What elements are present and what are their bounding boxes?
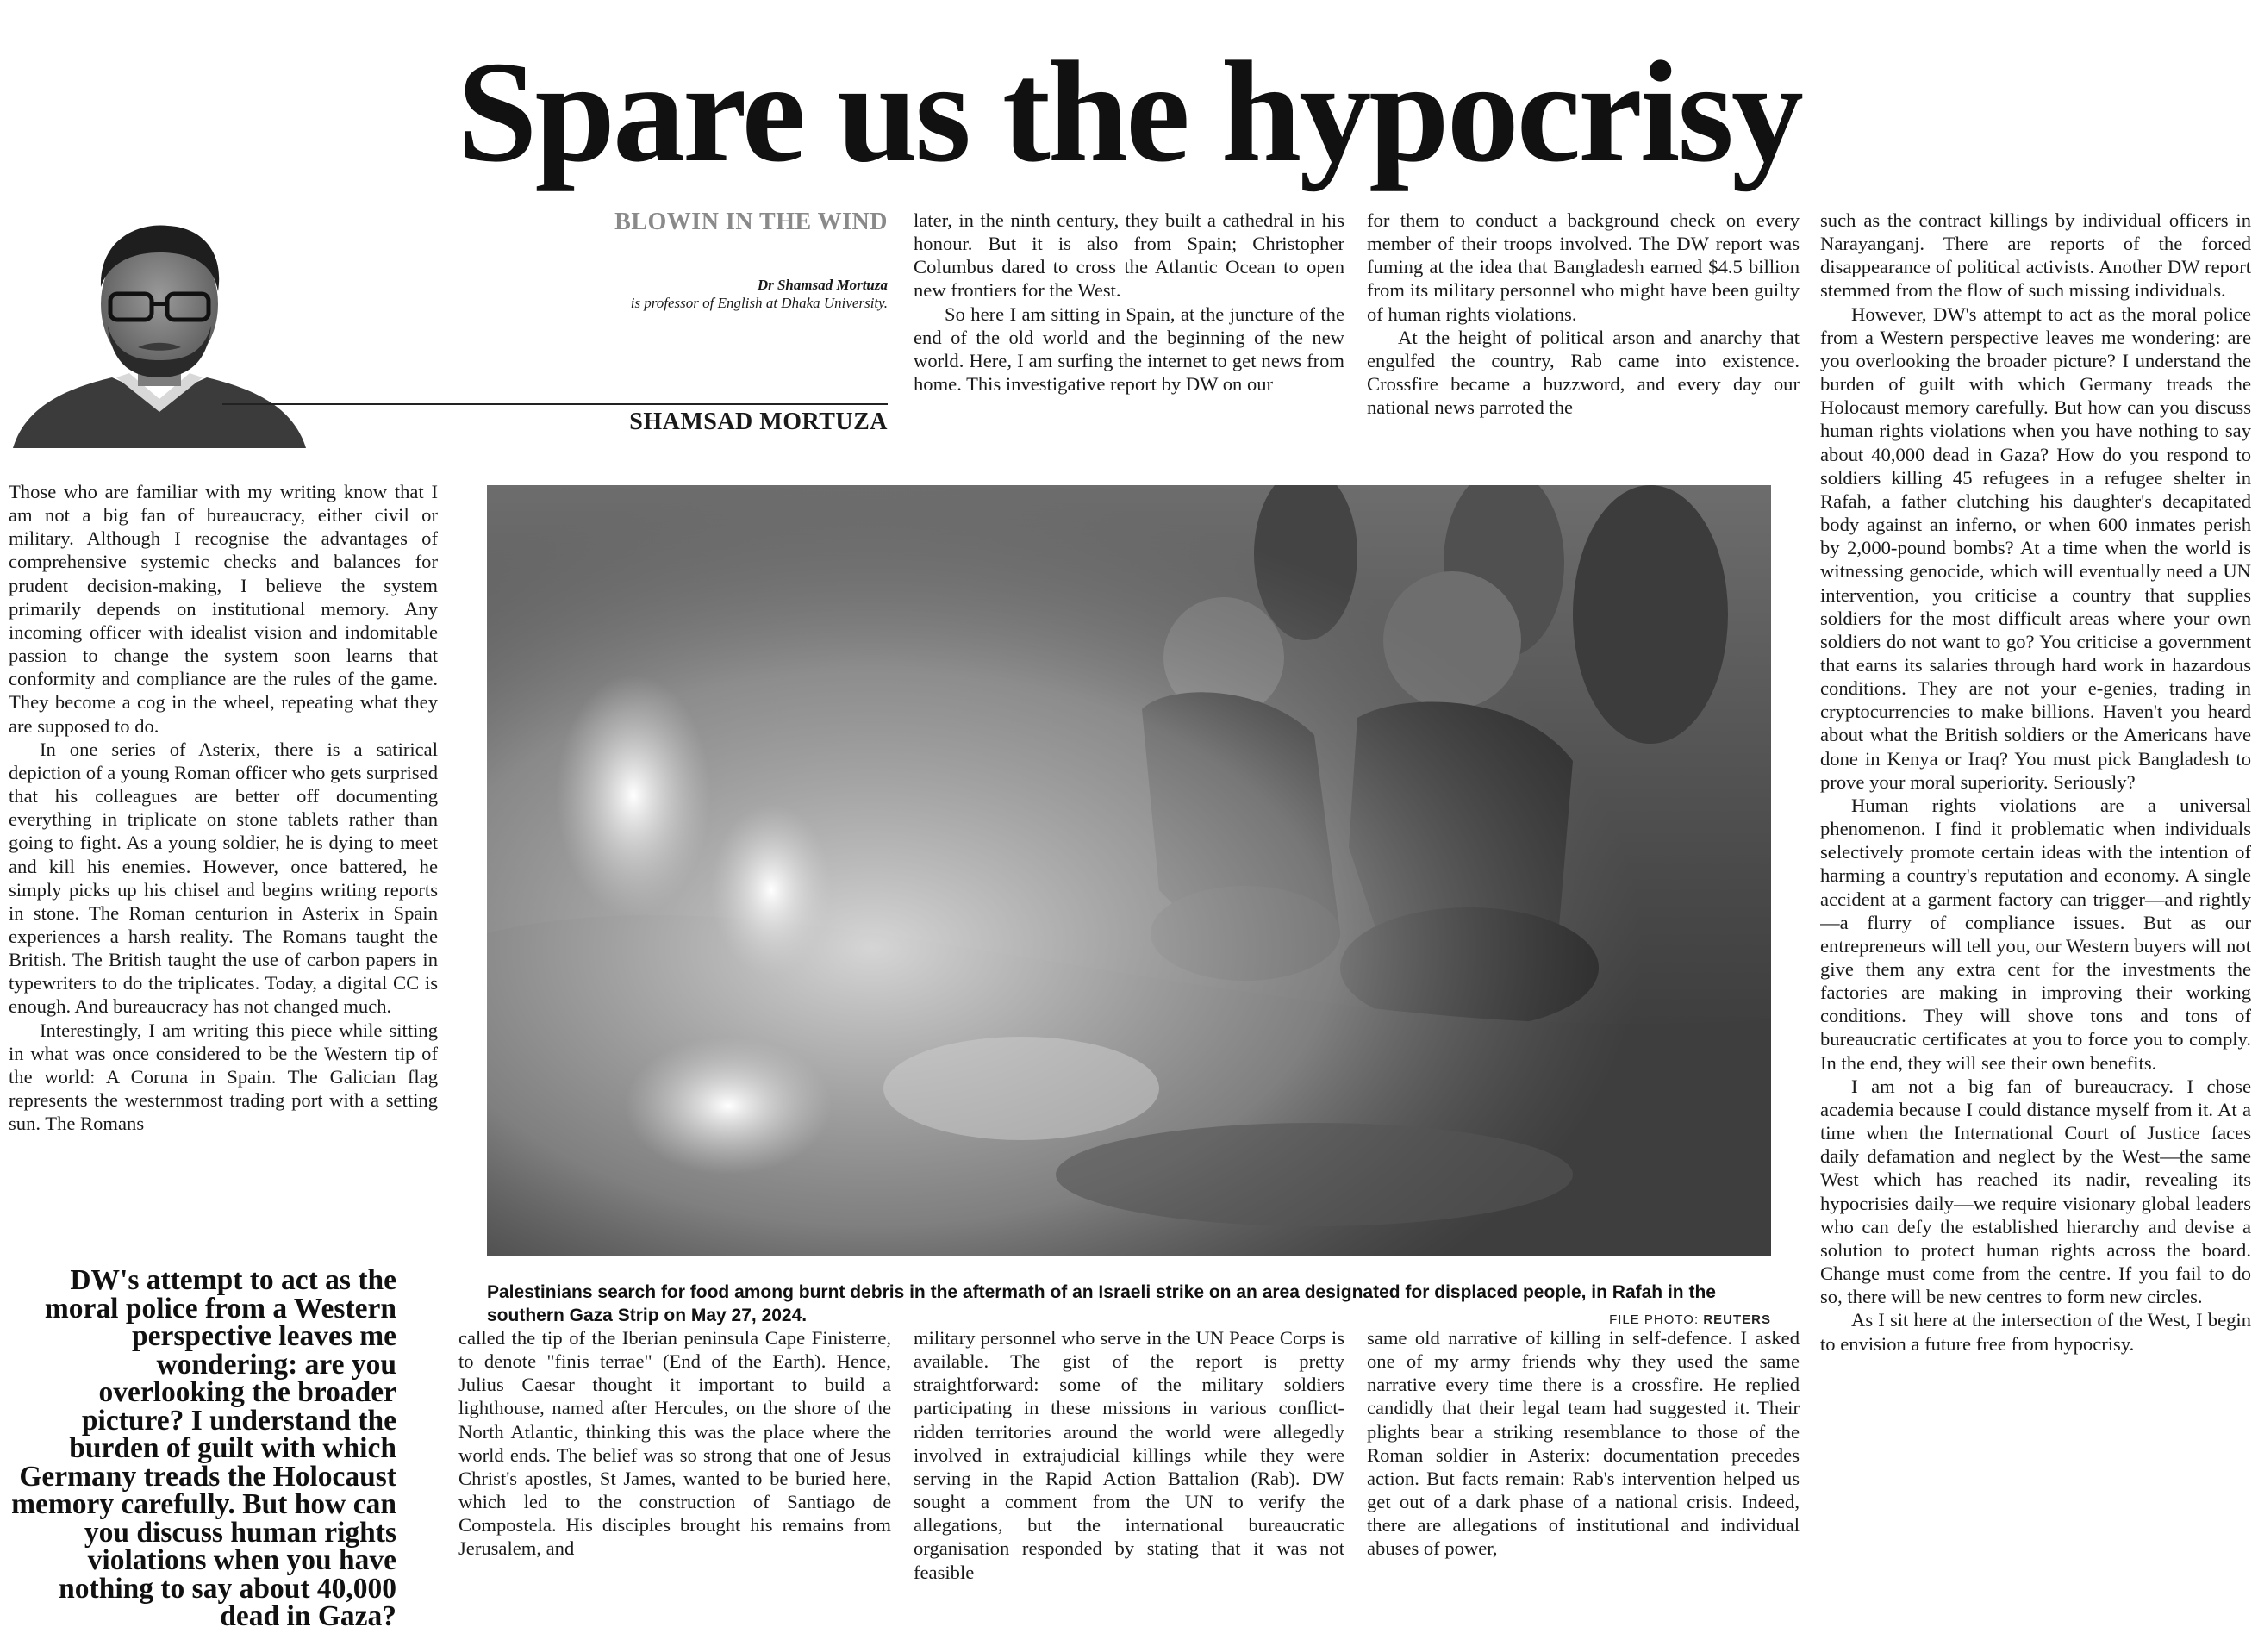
headline: Spare us the hypocrisy (457, 32, 1801, 192)
paragraph: So here I am sitting in Spain, at the juncture of the end of the old world and the beginning of the new world. Here, I am surfing the internet to get news from home. This investigative report by DW on our (914, 302, 1344, 396)
article-column-4-bottom (1367, 1326, 1800, 1652)
gaza-debris-photo-icon (487, 485, 1771, 1256)
paragraph: I am not a big fan of bureaucracy. I chose academia because I could distance myself from it. At a time when the International Court of Justice faces daily defamation and neglect by the West—the same West which has reached its nadir, revealing its hypocrisies daily—we require visionary global leaders who can defy the established hierarchy and devise a solution to protect human rights across the board. Change must come from the centre. If you fail to do so, there will be new centres to form new circles. (1820, 1075, 2251, 1308)
author-portrait-icon (9, 205, 371, 448)
author-photo (9, 205, 371, 448)
paragraph: same old narrative of killing in self-defence. I asked one of my army friends why they used the same narrative every time there is a crossfire. He replied candidly that their legal team had suggested it. Their plights bear a striking resemblance to those of the Roman soldier in Asterix: documentation precedes action. But facts remain: Rab's intervention helped us get out of a dark phase of a national crisis. Indeed, there are allegations of institutional and individual abuses of power, (1367, 1327, 1800, 1560)
photo-caption: Palestinians search for food among burnt debris in the aftermath of an Israeli strike on an area designated for displaced people, in Rafah in the southern Gaza Strip on May 27, 2024. (487, 1282, 1716, 1325)
article-column-3-top (1367, 209, 1800, 457)
news-photo (487, 485, 1771, 1256)
paragraph: However, DW's attempt to act as the moral police from a Western perspective leaves me wondering: are you overlooking the broader picture? I understand the burden of guilt with which Germany treads the Holocaust memory carefully. But how can you discuss human rights violations when you have nothing to say about 40,000 dead in Gaza? How do you respond to soldiers killing 45 refugees in a refugee shelter in Rafah, a father clutching his daughter's decapitated body against an inferno, or when 600 inmates perish by 2,000-pound bombs? At a time when the world is witnessing genocide, which will eventually need a UN intervention, you criticise a country that supplies soldiers for the most difficult areas where your own soldiers do not want to go? You criticise a government that earns its salaries through hard work in hazardous conditions. They are not your e-genies, trading in cryptocurrencies to make billions. Haven't you heard about what the British soldiers or the Americans have done in Kenya or Iraq? You must pick Bangladesh to prove your moral superiority. Seriously? (1820, 302, 2251, 793)
credit-source: REUTERS (1703, 1312, 1771, 1327)
article-column-3-bottom (914, 1326, 1344, 1652)
author-rule (222, 403, 888, 405)
paragraph: called the tip of the Iberian peninsula Cape Finisterre, to denote "finis terrae" (End of the Earth). Hence, Julius Caesar thought it important to build a lighthouse, named after Hercules, on the shore of the North Atlantic, thinking this was the place where the world ends. The belief was so strong that one of Jesus Christ's apostles, St James, wanted to be buried here, which led to the construction of Santiago de Compostela. His disciples brought his remains from Jerusalem, and (458, 1327, 891, 1560)
column-name: BLOWIN IN THE WIND (614, 209, 888, 235)
paragraph: In one series of Asterix, there is a satirical depiction of a young Roman officer who gets surprised that his colleagues are better off documenting everything in triplicate on stone tablets rather than going to fight. As a young soldier, he is dying to meet and kill his enemies. However, once battered, he simply picks up his chisel and begins writing reports in stone. The Roman centurion in Asterix in Spain experiences a harsh reality. The Romans taught the British. The British taught the use of carbon papers in typewriters to do the triplicates. Today, a digital CC is enough. And bureaucracy has not changed much. (9, 738, 438, 1018)
paragraph: such as the contract killings by individual officers in Narayanganj. There are reports of the forced disappearance of political activists. Another DW report stemmed from the flow of such missing individuals. (1820, 209, 2251, 302)
paragraph: for them to conduct a background check on every member of their troops involved. The DW report was fuming at the idea that Bangladesh earned $4.5 billion from its military personnel who might have been guilty of human rights violations. (1367, 209, 1800, 325)
article-column-2-top (914, 209, 1344, 457)
paragraph: Interestingly, I am writing this piece while sitting in what was once considered to be the Western tip of the world: A Coruna in Spain. The Galician flag represents the westernmost trading port with a setting sun. The Romans (9, 1019, 438, 1135)
article-column-4 (1820, 209, 2251, 1649)
article-column-1 (9, 480, 438, 1238)
paragraph: later, in the ninth century, they built a cathedral in his honour. But it is also from Spain; Christopher Columbus dared to cross the Atlantic Ocean to open new frontiers for the West. (914, 209, 1344, 302)
photo-credit (1448, 1312, 1771, 1327)
credit-label: FILE PHOTO: (1609, 1312, 1700, 1327)
paragraph: Those who are familiar with my writing know that I am not a big fan of bureaucracy, either civil or military. Although I recognise the advantages of comprehensive systemic checks and balances for prudent decision-making, I believe the system primarily depends on institutional memory. Any incoming officer with idealist vision and indomitable passion to change the system soon learns that conformity and compliance are the rules of the game. They become a cog in the wheel, repeating what they are supposed to do. (9, 481, 438, 737)
byline-name: Dr Shamsad Mortuza (757, 277, 888, 293)
author-name: SHAMSAD MORTUZA (629, 408, 888, 435)
paragraph: At the height of political arson and anarchy that engulfed the country, Rab came into existence. Crossfire became a buzzword, and every day our national news parroted the (1367, 326, 1800, 419)
pullquote: DW's attempt to act as the moral police from a Western perspective leaves me wondering: are you overlooking the broader picture? I understand the burden of guilt with which Germany treads the Holocaust memory carefully. But how can you discuss human rights violations when you have nothing to say about 40,000 dead in Gaza? (11, 1264, 396, 1632)
byline (552, 277, 888, 312)
article-column-2-bottom (458, 1326, 891, 1652)
paragraph: As I sit here at the intersection of the West, I begin to envision a future free from hypocrisy. (1820, 1309, 2251, 1355)
paragraph: military personnel who serve in the UN Peace Corps is available. The gist of the report is pretty straightforward: some of the military soldiers participating in these missions in various conflict-ridden territories around the world were allegedly involved in extrajudicial killings while they were serving in the Rapid Action Battalion (Rab). DW sought a comment from the UN to verify the allegations, but the international bureaucratic organisation responded by stating that it was not feasible (914, 1327, 1344, 1583)
byline-description: is professor of English at Dhaka University. (630, 295, 888, 311)
paragraph: Human rights violations are a universal phenomenon. I find it problematic when individuals selectively promote certain ideas with the intention of harming a country's reputation and economy. A single accident at a garment factory can trigger—and rightly—a flurry of compliance issues. But as our entrepreneurs will tell you, our Western buyers will not give them any extra cent for the investments the factories are making in improving their working conditions. They will shove tons and tons of bureaucratic certificates at you to force you to comply. In the end, they will see their own benefits. (1820, 794, 2251, 1074)
